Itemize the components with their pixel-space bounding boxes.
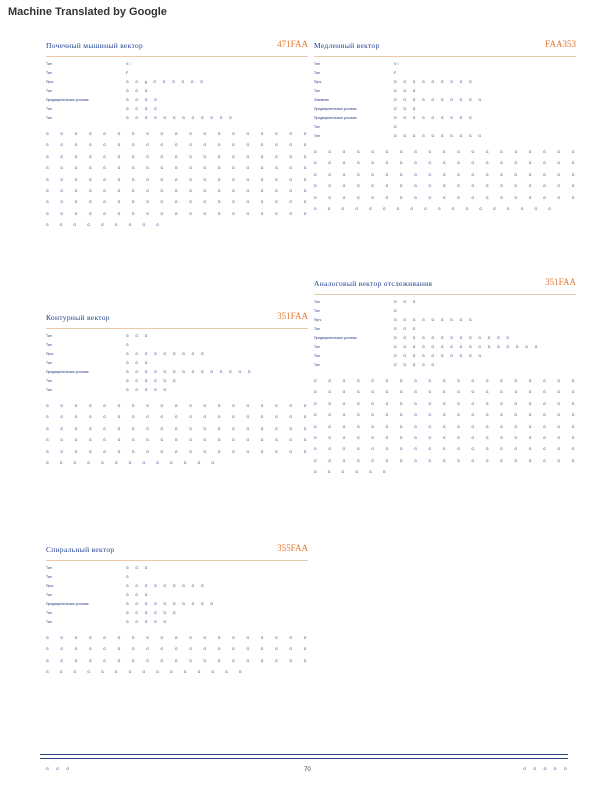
spec-row <box>46 71 308 80</box>
spec-key: Тип <box>314 309 320 313</box>
spec-row <box>314 134 576 143</box>
spec-value: G G G G G G G G G G <box>394 354 483 358</box>
spec-value: G <box>126 343 131 347</box>
section-title: Контурный вектор <box>46 313 110 322</box>
spec-key: Тип <box>314 300 320 304</box>
spec-row <box>314 107 576 116</box>
spec-row <box>46 620 308 629</box>
spec-row <box>46 566 308 575</box>
spec-key: Тип <box>46 89 52 93</box>
spec-value: F <box>394 71 398 75</box>
section-header <box>46 310 308 329</box>
spec-value: G G G <box>394 107 417 111</box>
spec-value: G G G <box>394 89 417 93</box>
spec-row <box>46 62 308 71</box>
section-header <box>314 38 576 57</box>
spec-row <box>46 361 308 370</box>
spec-row <box>46 388 308 397</box>
spec-key: Тип <box>314 327 320 331</box>
spec-value: G G G <box>126 334 149 338</box>
spec-value: G G G <box>126 89 149 93</box>
spec-key: Путь <box>46 80 54 84</box>
spec-row <box>46 593 308 602</box>
spec-value: Vi <box>394 62 400 66</box>
spec-value: G G G G G G <box>126 379 177 383</box>
footer-right-text: G G G G G <box>523 767 568 771</box>
spec-row <box>46 584 308 593</box>
section-description: G G G G G G G G G G G G G G G G G G G G G G G G G G G G G G G G G G G G G G G G G G G G G G G G G G G G G G G G G G G G G G G G G G G G G G G G G G G G G G G G G G G G G G G G G G G G G G G G G G G G G G G G G G G G <box>46 404 308 466</box>
section-title: Спиральный вектор <box>46 545 115 554</box>
section-title: Аналоговый вектор отслеживания <box>314 279 433 288</box>
section-code: 351FAA <box>545 277 576 287</box>
spec-value: Vi <box>126 62 132 66</box>
spec-key: Тип <box>46 107 52 111</box>
spec-value: G G G G G <box>126 620 168 624</box>
spec-key: Тип <box>46 575 52 579</box>
spec-row <box>314 327 576 336</box>
spec-row <box>314 318 576 327</box>
spec-key: Тип <box>314 134 320 138</box>
spec-value: G <box>126 575 131 579</box>
spec-value: G G G G G G G G G G G G <box>126 116 234 120</box>
spec-value: F <box>126 71 130 75</box>
spec-row <box>46 379 308 388</box>
spec-row <box>314 345 576 354</box>
spec-key: Тип <box>46 388 52 392</box>
spec-row <box>46 602 308 611</box>
spec-row <box>314 309 576 318</box>
spec-key: Тип <box>46 334 52 338</box>
section-code: 355FAA <box>277 543 308 553</box>
spec-row <box>46 334 308 343</box>
section-code: 471FAA <box>277 39 308 49</box>
spec-row <box>46 116 308 125</box>
section-spiral-vector <box>46 542 308 679</box>
section-kidney-vector <box>46 38 308 232</box>
spec-row <box>46 89 308 98</box>
spec-row <box>46 611 308 620</box>
spec-row <box>314 62 576 71</box>
spec-value: G <box>394 309 399 313</box>
footer-rule-top <box>40 754 568 755</box>
spec-value: G G g G G G G G G <box>126 80 205 84</box>
spec-key: Тип <box>46 62 52 66</box>
spec-row <box>46 352 308 361</box>
spec-row <box>314 300 576 309</box>
spec-value: G G G <box>394 300 417 304</box>
spec-key: Путь <box>46 352 54 356</box>
spec-key: Тип <box>46 116 52 120</box>
section-header <box>46 38 308 57</box>
spec-value: G G G <box>126 566 149 570</box>
spec-key: Предварительные условия <box>46 370 89 374</box>
spec-value: G G G <box>126 361 149 365</box>
spec-row <box>314 116 576 125</box>
spec-key: Тип <box>46 593 52 597</box>
spec-value: G G G G G G G G G G G G G G G G <box>394 345 539 349</box>
spec-key: Путь <box>314 80 322 84</box>
spec-row <box>46 98 308 107</box>
spec-key: Предварительные условия <box>46 98 89 102</box>
spec-row <box>314 363 576 372</box>
spec-value: G G G G G G G G G <box>126 352 206 356</box>
section-contour-vector <box>46 310 308 469</box>
section-header <box>46 542 308 561</box>
spec-key: Путь <box>46 584 54 588</box>
spec-value: G G G G G G G G G <box>394 318 474 322</box>
spec-table <box>46 334 308 397</box>
section-header <box>314 276 576 295</box>
spec-row <box>46 80 308 89</box>
spec-key: Тип <box>46 343 52 347</box>
section-analog-tracking-vector <box>314 276 576 479</box>
spec-key: Предварительные условия <box>314 336 357 340</box>
spec-key: Тип <box>314 71 320 75</box>
spec-row <box>314 354 576 363</box>
spec-row <box>46 575 308 584</box>
spec-row <box>46 370 308 379</box>
section-title: Медленный вектор <box>314 41 380 50</box>
spec-value: G G G G G G G G G <box>394 116 474 120</box>
spec-key: Тип <box>46 566 52 570</box>
spec-value: G G G G G G G G G <box>394 80 474 84</box>
spec-key: Путь <box>314 318 322 322</box>
spec-value: G G G G G G G G G <box>126 584 206 588</box>
spec-value: G G G G G G G G G G <box>394 98 483 102</box>
section-slow-vector <box>314 38 576 215</box>
spec-row <box>46 343 308 352</box>
section-code: FAA353 <box>545 39 576 49</box>
spec-table <box>314 300 576 372</box>
spec-value: G G G G <box>126 107 159 111</box>
section-description: G G G G G G G G G G G G G G G G G G G G G G G G G G G G G G G G G G G G G G G G G G G G G G G G G G G G G G G G G G G G G G G G G G G G G G G G G G G G G G G G G G G G G G G G G G G G G G G G G G G G G G G G G G G G G G G G G G G G G G G G G G G G G G G G G G G G G G G G G G G G G G G G G G G G G G G G G G G G G G <box>314 379 576 475</box>
page-number: 70 <box>304 767 311 773</box>
machine-translation-banner: Machine Translated by Google <box>8 6 167 18</box>
spec-key: Тип <box>314 125 320 129</box>
spec-value: G <box>394 125 399 129</box>
spec-key: Тип <box>314 89 320 93</box>
spec-value: G G G G G <box>394 363 436 367</box>
spec-value: G G G G <box>126 98 159 102</box>
spec-row <box>314 125 576 134</box>
spec-key: Тип <box>314 363 320 367</box>
footer-left-text: G G G <box>46 767 71 771</box>
spec-table <box>46 566 308 629</box>
spec-key: Значение <box>314 98 330 102</box>
spec-value: G G G G G <box>126 388 168 392</box>
spec-key: Предварительные условия <box>314 107 357 111</box>
spec-row <box>314 80 576 89</box>
spec-key: Тип <box>46 620 52 624</box>
spec-value: G G G G G G G G G G G G G G <box>126 370 252 374</box>
spec-value: G G G G G G G G G G G G G <box>394 336 511 340</box>
spec-value: G G G <box>394 327 417 331</box>
spec-row <box>314 336 576 345</box>
spec-value: G G G G G G G G G G <box>394 134 483 138</box>
spec-key: Тип <box>314 345 320 349</box>
spec-key: Тип <box>46 361 52 365</box>
spec-row <box>46 107 308 116</box>
spec-table <box>314 62 576 143</box>
spec-row <box>314 98 576 107</box>
spec-table <box>46 62 308 125</box>
spec-value: G G G G G G G G G G <box>126 602 215 606</box>
section-code: 351FAA <box>277 311 308 321</box>
spec-row <box>314 71 576 80</box>
section-title: Почечный мышиный вектор <box>46 41 144 50</box>
spec-row <box>314 89 576 98</box>
spec-key: Тип <box>46 379 52 383</box>
spec-value: G G G G G G <box>126 611 177 615</box>
spec-value: G G G <box>126 593 149 597</box>
spec-key: Тип <box>46 71 52 75</box>
spec-key: Предварительные условия <box>46 602 89 606</box>
spec-key: Тип <box>314 354 320 358</box>
spec-key: Тип <box>46 611 52 615</box>
section-description: G G G G G G G G G G G G G G G G G G G G G G G G G G G G G G G G G G G G G G G G G G G G G G G G G G G G G G G G G G G G G G G G G G G G G G G G <box>46 636 308 675</box>
section-description: G G G G G G G G G G G G G G G G G G G G G G G G G G G G G G G G G G G G G G G G G G G G G G G G G G G G G G G G G G G G G G G G G G G G G G G G G G G G G G G G G G G G G G G G G G G G G G G G G G G G G G G G G G G G G G G G G <box>314 150 576 212</box>
footer-rule-bottom <box>40 758 568 759</box>
section-description: G G G G G G G G G G G G G G G G G G G G G G G G G G G G G G G G G G G G G G G G G G G G G G G G G G G G G G G G G G G G G G G G G G G G G G G G G G G G G G G G G G G G G G G G G G G G G G G G G G G G G G G G G G G G G G G G G G G G G G G G G G G G G G G G G G G G G G G G G G G G G G G G G G G G G G G G G G G G G G G G G <box>46 132 308 228</box>
spec-key: Предварительные условия <box>314 116 357 120</box>
spec-key: Тип <box>314 62 320 66</box>
